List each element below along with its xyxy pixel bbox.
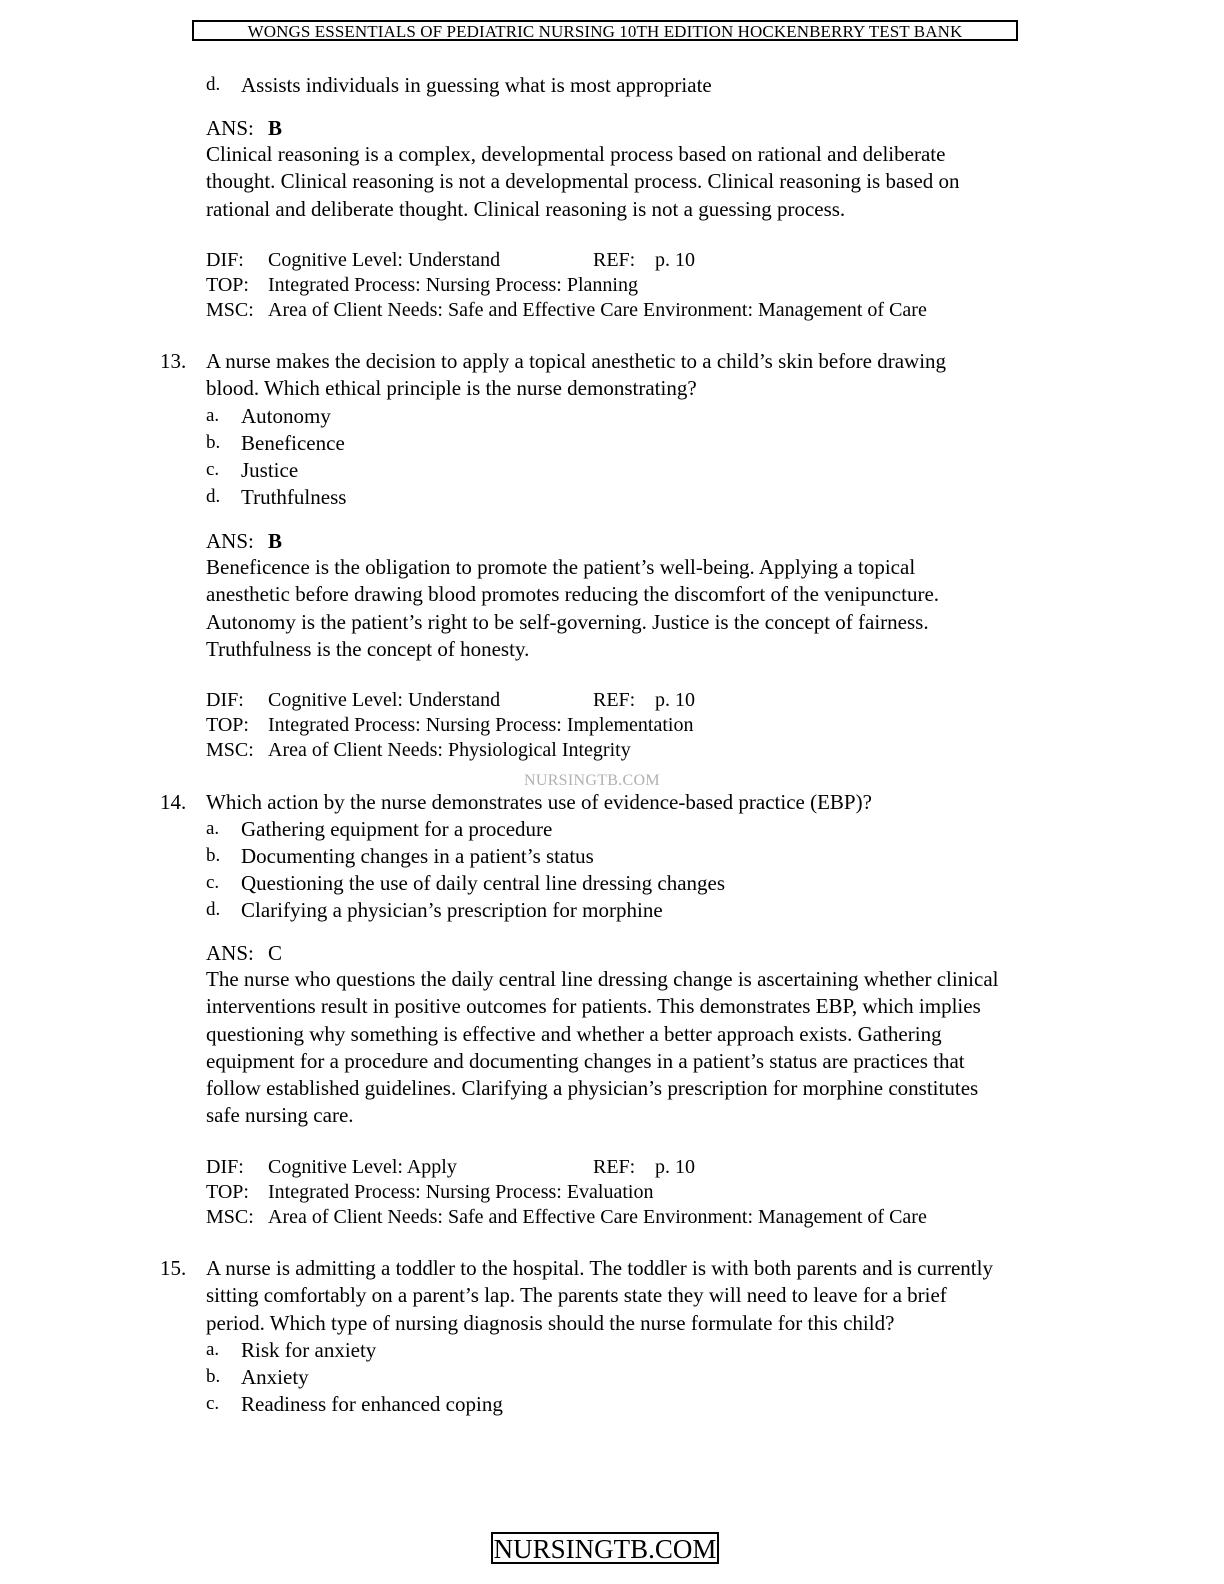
q13-answer-label: ANS: [206, 529, 254, 553]
watermark-text: NURSINGTB.COM [524, 772, 660, 789]
q12-option-d-text: Assists individuals in guessing what is most appropriate [241, 73, 712, 97]
q14-option-d-letter: d. [206, 899, 221, 920]
q13-ref: p. 10 [655, 689, 695, 711]
q12-answer-label: ANS: [206, 116, 254, 140]
q13-answer-value: B [268, 529, 283, 553]
q14-rationale-line: interventions result in positive outcomes for patients. This demonstrates EBP, which implies [206, 994, 981, 1019]
q13-stem-line: blood. Which ethical principle is the nurse demonstrating? [206, 376, 697, 401]
q14-option-b-letter: b. [206, 845, 221, 866]
q13-option-c: Justice [241, 458, 299, 482]
q15-stem [206, 1255, 1116, 1337]
q14-option-a: Gathering equipment for a procedure [241, 817, 553, 841]
q12-msc: Area of Client Needs: Safe and Effective Care Environment: Management of Care [268, 299, 927, 321]
q13-option-c-letter: c. [206, 459, 220, 480]
q12-top: Integrated Process: Nursing Process: Planning [268, 274, 638, 296]
q14-option-c: Questioning the use of daily central line dressing changes [241, 871, 726, 895]
q13-option-d: Truthfulness [241, 485, 347, 509]
q15-number: 15. [160, 1256, 187, 1280]
q13-msc-label: MSC: [206, 739, 254, 761]
q12-rationale-line: rational and deliberate thought. Clinical reasoning is not a guessing process. [206, 196, 846, 221]
page-footer: NURSINGTB.COM [491, 1532, 719, 1564]
q13-top-label: TOP: [206, 714, 249, 736]
q13-top: Integrated Process: Nursing Process: Implementation [268, 714, 694, 736]
q14-option-c-letter: c. [206, 872, 220, 893]
q13-option-b-letter: b. [206, 432, 221, 453]
q14-top: Integrated Process: Nursing Process: Evaluation [268, 1181, 654, 1203]
q14-msc-label: MSC: [206, 1206, 254, 1228]
q14-stem [206, 789, 1116, 816]
q15-option-c: Readiness for enhanced coping [241, 1392, 503, 1416]
q13-rationale [206, 554, 1116, 663]
q15-stem-line: A nurse is admitting a toddler to the hospital. The toddler is with both parents and is currently [206, 1256, 993, 1280]
q14-stem-line: Which action by the nurse demonstrates use of evidence-based practice (EBP)? [206, 790, 872, 814]
q14-answer-value: C [268, 941, 283, 965]
q13-stem-line: A nurse makes the decision to apply a topical anesthetic to a child’s skin before drawing [206, 349, 947, 373]
q15-option-a-letter: a. [206, 1339, 220, 1360]
q13-option-a: Autonomy [241, 404, 331, 428]
q14-top-label: TOP: [206, 1181, 249, 1203]
q14-rationale-line: questioning why something is effective and whether a better approach exists. Gathering [206, 1021, 942, 1046]
q15-stem-line: sitting comfortably on a parent’s lap. The parents state they will need to leave for a brief [206, 1283, 947, 1308]
q12-option-d-letter: d. [206, 74, 221, 95]
q14-option-a-letter: a. [206, 818, 220, 839]
q12-answer-value: B [268, 116, 283, 140]
q14-msc: Area of Client Needs: Safe and Effective Care Environment: Management of Care [268, 1206, 927, 1228]
q13-ref-label: REF: [593, 689, 636, 711]
page-header: WONGS ESSENTIALS OF PEDIATRIC NURSING 10TH EDITION HOCKENBERRY TEST BANK [192, 20, 1018, 41]
q13-stem [206, 348, 1116, 403]
q15-option-a: Risk for anxiety [241, 1338, 377, 1362]
q12-rationale-line: Clinical reasoning is a complex, developmental process based on rational and deliberate [206, 142, 946, 166]
q12-ref-label: REF: [593, 249, 636, 271]
q14-rationale-line: safe nursing care. [206, 1103, 354, 1128]
q12-ref: p. 10 [655, 249, 695, 271]
q14-ref-label: REF: [593, 1156, 636, 1178]
q12-dif-label: DIF: [206, 249, 244, 271]
q14-answer-label: ANS: [206, 941, 254, 965]
q13-number: 13. [160, 349, 187, 373]
q14-dif: Cognitive Level: Apply [268, 1156, 457, 1178]
q14-rationale-line: follow established guidelines. Clarifying a physician’s prescription for morphine constitutes [206, 1076, 979, 1101]
q13-option-b: Beneficence [241, 431, 345, 455]
q13-option-a-letter: a. [206, 405, 220, 426]
q12-rationale [206, 141, 1116, 223]
q15-option-b: Anxiety [241, 1365, 309, 1389]
q14-number: 14. [160, 790, 187, 814]
q13-dif: Cognitive Level: Understand [268, 689, 501, 711]
q13-msc: Area of Client Needs: Physiological Integrity [268, 739, 631, 761]
q14-option-b: Documenting changes in a patient’s status [241, 844, 594, 868]
q12-top-label: TOP: [206, 274, 249, 296]
q13-rationale-line: Autonomy is the patient’s right to be self-governing. Justice is the concept of fairness. [206, 609, 929, 634]
q14-option-d: Clarifying a physician’s prescription for morphine [241, 898, 663, 922]
q13-dif-label: DIF: [206, 689, 244, 711]
q13-rationale-line: anesthetic before drawing blood promotes reducing the discomfort of the venipuncture. [206, 582, 940, 607]
q15-stem-line: period. Which type of nursing diagnosis should the nurse formulate for this child? [206, 1310, 895, 1335]
q13-rationale-line: Truthfulness is the concept of honesty. [206, 636, 530, 661]
q15-option-c-letter: c. [206, 1393, 220, 1414]
q14-ref: p. 10 [655, 1156, 695, 1178]
q14-dif-label: DIF: [206, 1156, 244, 1178]
q14-rationale [206, 966, 1116, 1130]
q15-option-b-letter: b. [206, 1366, 221, 1387]
q13-option-d-letter: d. [206, 486, 221, 507]
q12-dif: Cognitive Level: Understand [268, 249, 501, 271]
q14-rationale-line: equipment for a procedure and documenting changes in a patient’s status are practices that [206, 1048, 965, 1073]
q13-rationale-line: Beneficence is the obligation to promote the patient’s well-being. Applying a topical [206, 555, 916, 579]
q12-rationale-line: thought. Clinical reasoning is not a developmental process. Clinical reasoning is based on [206, 169, 960, 194]
q14-rationale-line: The nurse who questions the daily central line dressing change is ascertaining whether clinical [206, 967, 999, 991]
q12-msc-label: MSC: [206, 299, 254, 321]
